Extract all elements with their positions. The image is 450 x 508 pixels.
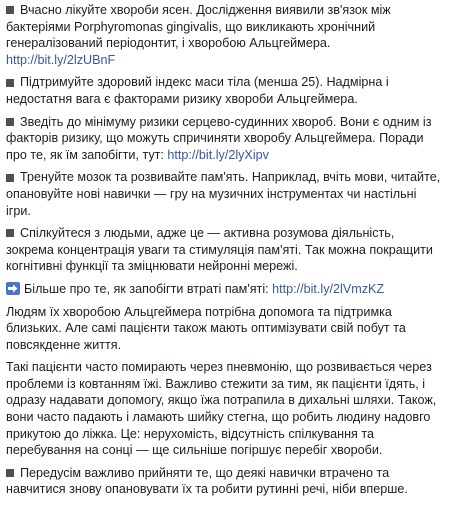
- cardio-link[interactable]: http://bit.ly/2lyXipv: [167, 147, 269, 162]
- tip-brain-training: [6, 169, 444, 219]
- black-square-bullet-icon: [6, 174, 14, 182]
- black-square-bullet-icon: [6, 79, 14, 87]
- tip-gum-disease: [6, 2, 444, 68]
- tip-cardio-text: Зведіть до мінімуму ризики серцево-судинних хвороб. Вони є одним із факторів ризику, що можуть спричиняти хворобу Альцгеймера. Поради про те, як їм запобігти, тут:: [6, 114, 432, 162]
- tip-cardio: [6, 114, 444, 164]
- tip-socializing: [6, 225, 444, 275]
- support-paragraph-text: Людям їх хворобою Альцгеймера потрібна допомога та підтримка близьких. Але самі пацієнти також мають оптимізувати свій побут та повсякденне життя.: [6, 304, 406, 352]
- black-square-bullet-icon: [6, 6, 14, 14]
- black-square-bullet-icon: [6, 229, 14, 237]
- tip-acceptance: [6, 465, 444, 498]
- right-arrow-icon: [6, 282, 20, 295]
- tip-acceptance-text: Передусім важливо прийняти те, що деякі навички втрачено та навчитися знову опановувати їх та робити рутинні речі, ніби вперше.: [6, 465, 408, 497]
- more-info: [6, 281, 444, 298]
- tip-bmi: [6, 74, 444, 107]
- tip-socializing-text: Спілкуйтеся з людьми, адже це — активна розумова діяльність, зокрема концентрація уваги та стимуляція пам'яті. Так можна покращити когнітивні функції та зміцнювати нейронні мережі.: [6, 226, 433, 274]
- black-square-bullet-icon: [6, 469, 14, 477]
- gum-disease-link[interactable]: http://bit.ly/2lzUBnF: [6, 52, 116, 67]
- tip-bmi-text: Підтримуйте здоровий індекс маси тіла (менша 25). Надмірна і недостатня вага є факторами ризику хвороби Альцгеймера.: [6, 75, 389, 106]
- support-paragraph: [6, 304, 444, 354]
- memory-loss-link[interactable]: http://bit.ly/2lVmzKZ: [272, 281, 385, 296]
- risks-paragraph: [6, 359, 444, 459]
- risks-paragraph-text: Такі пацієнти часто помирають через пневмонію, що розвивається через проблеми із ковтанням їжі. Важливо стежити за тим, як пацієнти їдять, і одразу надавати допомогу, якщо їжа потрапила в дихальні шляхи. Також, вони часто падають і ламають шийку стегна, що робить людину надовго прикутою до ліжка. Це: нерухомість, відсутність спілкування та перебування на сонці — ще сильніше погіршує перебіг хвороби.: [6, 360, 437, 458]
- tip-gum-disease-text: Вчасно лікуйте хвороби ясен. Дослідження виявили зв'язок між бактеріями Porphyromonas gingivalis, що викликають хронічний генералізований періодонтит, і хворобою Альцгеймера.: [6, 3, 391, 51]
- black-square-bullet-icon: [6, 118, 14, 126]
- tip-brain-training-text: Тренуйте мозок та розвивайте пам'ять. Наприклад, вчіть мови, читайте, опановуйте нові навички — гру на музичних інструментах чи настільні ігри.: [6, 170, 441, 218]
- more-info-text: Більше про те, як запобігти втраті пам'яті:: [24, 281, 273, 296]
